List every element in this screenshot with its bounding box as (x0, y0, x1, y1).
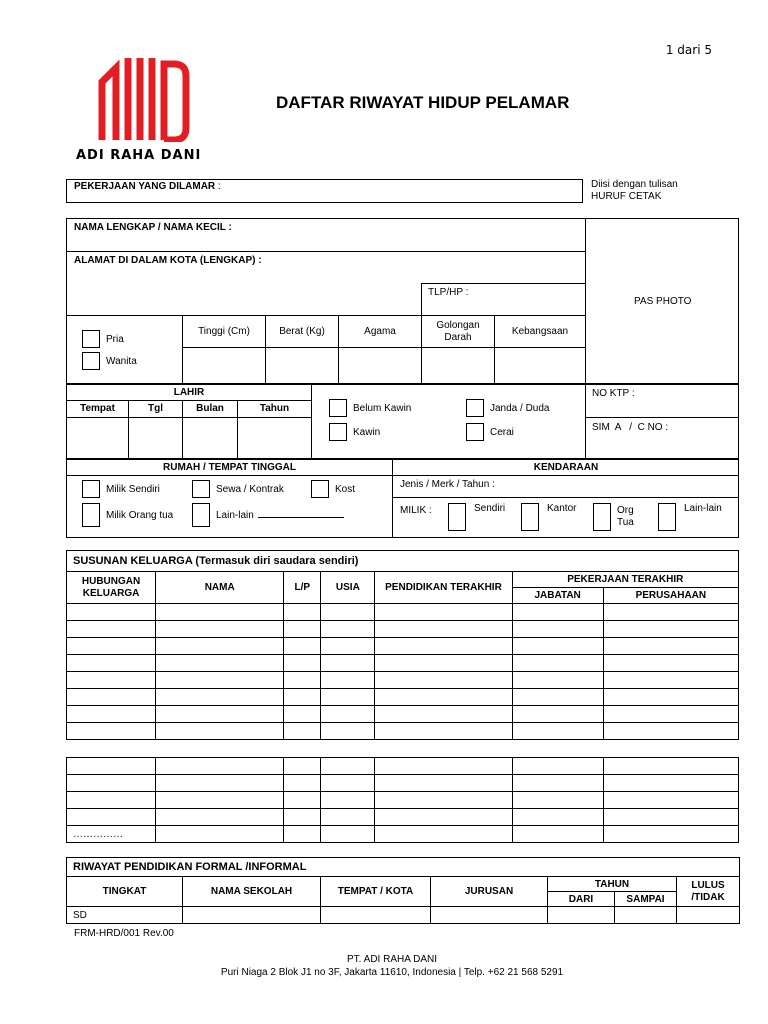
table-row (67, 655, 739, 672)
footer-address: Puri Niaga 2 Blok J1 no 3F, Jakarta 11610, Indonesia | Telp. +62 21 568 5291 (220, 967, 564, 978)
vehicle-self-option[interactable]: Sendiri (448, 503, 505, 531)
education-col-school: NAMA SEKOLAH (183, 877, 321, 907)
family-col-job: PEKERJAAN TERAKHIR (512, 572, 738, 588)
table-cell[interactable] (321, 655, 375, 672)
nationality-input[interactable] (495, 348, 585, 383)
table-cell[interactable] (512, 689, 603, 706)
birth-year-header: Tahun (259, 403, 290, 414)
table-cell[interactable] (603, 689, 738, 706)
table-row (67, 621, 739, 638)
job-applied-field[interactable]: PEKERJAAN YANG DILAMAR : (66, 179, 583, 203)
marital-married-checkbox[interactable] (329, 423, 347, 441)
blood-type-header: Golongan Darah (436, 320, 480, 343)
table-cell[interactable] (603, 655, 738, 672)
education-col-from: DARI (548, 892, 615, 907)
table-cell[interactable] (156, 723, 284, 740)
full-name-label: NAMA LENGKAP / NAMA KECIL : (74, 222, 232, 233)
table-cell[interactable] (512, 638, 603, 655)
residence-other-option[interactable]: Lain-lain (192, 503, 254, 527)
table-cell[interactable] (284, 809, 321, 826)
table-cell[interactable] (512, 775, 603, 792)
table-cell[interactable] (67, 604, 156, 621)
table-cell[interactable] (512, 758, 603, 775)
religion-header: Agama (364, 326, 396, 337)
height-header: Tinggi (Cm) (198, 326, 250, 337)
table-cell[interactable] (284, 723, 321, 740)
table-cell[interactable] (375, 638, 512, 655)
education-col-pass: LULUS /TIDAK (677, 877, 740, 907)
photo-area (586, 219, 738, 383)
table-row (67, 604, 739, 621)
residence-header: RUMAH / TEMPAT TINGGAL (163, 462, 296, 473)
table-cell[interactable] (512, 604, 603, 621)
table-cell[interactable] (512, 672, 603, 689)
table-cell[interactable] (156, 638, 284, 655)
family-col-education: PENDIDIKAN TERAKHIR (375, 572, 512, 604)
family-col-company: PERUSAHAAN (603, 588, 738, 604)
residence-other-checkbox[interactable] (192, 503, 210, 527)
table-cell[interactable] (284, 621, 321, 638)
table-cell[interactable] (67, 621, 156, 638)
birth-year-input[interactable] (238, 418, 311, 458)
table-cell[interactable] (156, 604, 284, 621)
table-cell[interactable] (375, 621, 512, 638)
table-cell[interactable] (284, 604, 321, 621)
table-cell[interactable] (512, 655, 603, 672)
footer-company: PT. ADI RAHA DANI (346, 954, 438, 965)
weight-input[interactable] (266, 348, 338, 383)
table-cell[interactable] (603, 792, 738, 809)
family-dots: …………… (67, 826, 156, 843)
job-applied-label: PEKERJAAN YANG DILAMAR (74, 181, 216, 192)
form-code: FRM-HRD/001 Rev.00 (74, 928, 174, 939)
marital-married-option[interactable]: Kawin (329, 423, 380, 441)
marital-single-checkbox[interactable] (329, 399, 347, 417)
gender-male-option[interactable]: Pria (82, 330, 124, 348)
table-row (67, 775, 739, 792)
height-input[interactable] (183, 348, 265, 383)
table-row (67, 638, 739, 655)
table-cell[interactable] (603, 758, 738, 775)
table-cell[interactable] (603, 775, 738, 792)
table-cell[interactable] (375, 723, 512, 740)
residence-own-option[interactable]: Milik Sendiri (82, 480, 160, 498)
table-cell[interactable] (284, 655, 321, 672)
table-cell[interactable] (375, 672, 512, 689)
marital-widowed-option[interactable]: Janda / Duda (466, 399, 550, 417)
table-row (67, 706, 739, 723)
table-cell[interactable] (375, 792, 512, 809)
table-cell[interactable] (375, 758, 512, 775)
table-cell[interactable] (321, 689, 375, 706)
birth-day-header: Tgl (148, 403, 163, 414)
table-row (67, 907, 740, 924)
residence-kost-option[interactable]: Kost (311, 480, 355, 498)
residence-own-checkbox[interactable] (82, 480, 100, 498)
table-cell[interactable] (284, 775, 321, 792)
table-cell[interactable] (321, 604, 375, 621)
vehicle-owner-label: MILIK : (400, 505, 432, 516)
table-cell[interactable] (284, 638, 321, 655)
vehicle-self-checkbox[interactable] (448, 503, 466, 531)
residence-kost-checkbox[interactable] (311, 480, 329, 498)
table-cell[interactable] (156, 621, 284, 638)
residence-parents-option[interactable]: Milik Orang tua (82, 503, 173, 527)
table-cell[interactable] (284, 689, 321, 706)
family-col-age: USIA (321, 572, 375, 604)
table-cell[interactable] (321, 758, 375, 775)
table-cell[interactable] (67, 655, 156, 672)
vehicle-parent-checkbox[interactable] (593, 503, 611, 531)
print-note-line2: HURUF CETAK (591, 191, 662, 202)
table-cell[interactable] (375, 604, 512, 621)
table-cell[interactable] (603, 638, 738, 655)
table-cell[interactable] (284, 758, 321, 775)
photo-label: PAS PHOTO (634, 296, 692, 307)
table-cell[interactable] (156, 706, 284, 723)
table-cell[interactable] (375, 655, 512, 672)
table-cell[interactable] (321, 638, 375, 655)
vehicle-parent-option[interactable]: Org Tua (593, 503, 611, 531)
table-cell[interactable] (512, 723, 603, 740)
full-name-input[interactable] (300, 220, 580, 248)
table-cell[interactable] (284, 672, 321, 689)
table-row (67, 758, 739, 775)
vehicle-other-option[interactable]: Lain-lain (658, 503, 722, 531)
table-cell[interactable] (156, 689, 284, 706)
vehicle-type-input[interactable] (496, 477, 736, 495)
table-cell[interactable] (603, 706, 738, 723)
education-col-to: SAMPAI (615, 892, 677, 907)
vehicle-office-checkbox[interactable] (521, 503, 539, 531)
table-cell[interactable] (67, 672, 156, 689)
vehicle-other-checkbox[interactable] (658, 503, 676, 531)
family-col-relation: HUBUNGAN KELUARGA (67, 572, 156, 604)
table-cell[interactable] (603, 621, 738, 638)
marital-divorced-checkbox[interactable] (466, 423, 484, 441)
marital-widowed-checkbox[interactable] (466, 399, 484, 417)
education-table (66, 857, 740, 924)
blood-type-input[interactable] (422, 348, 494, 383)
table-row (67, 792, 739, 809)
table-cell[interactable] (321, 809, 375, 826)
table-cell[interactable] (156, 792, 284, 809)
vehicle-office-option[interactable]: Kantor (521, 503, 576, 531)
education-title: RIWAYAT PENDIDIKAN FORMAL /INFORMAL (67, 858, 740, 877)
table-cell[interactable] (512, 621, 603, 638)
education-col-year: TAHUN (548, 877, 677, 892)
table-cell[interactable] (321, 706, 375, 723)
table-cell[interactable] (321, 792, 375, 809)
table-cell[interactable] (67, 792, 156, 809)
sim-label: SIM A / C NO : (592, 422, 669, 433)
company-logo (96, 56, 192, 142)
education-col-place: TEMPAT / KOTA (321, 877, 431, 907)
logo-mark-icon (96, 56, 192, 142)
family-col-name: NAMA (156, 572, 284, 604)
table-cell[interactable] (321, 621, 375, 638)
table-cell[interactable] (67, 758, 156, 775)
ktp-label: NO KTP : (592, 388, 635, 399)
table-cell[interactable] (603, 604, 738, 621)
table-cell[interactable] (512, 706, 603, 723)
logo-text: ADI RAHA DANI (76, 148, 202, 163)
family-col-position: JABATAN (512, 588, 603, 604)
table-row (67, 689, 739, 706)
table-cell[interactable] (375, 809, 512, 826)
table-cell[interactable] (512, 792, 603, 809)
ktp-input[interactable] (636, 386, 736, 414)
vehicle-header: KENDARAAN (533, 462, 599, 473)
education-col-level: TINGKAT (67, 877, 183, 907)
table-cell[interactable] (67, 809, 156, 826)
table-row (67, 672, 739, 689)
table-cell[interactable] (67, 638, 156, 655)
table-cell[interactable] (321, 672, 375, 689)
family-table (66, 550, 739, 740)
table-cell[interactable] (512, 809, 603, 826)
table-cell[interactable] (67, 706, 156, 723)
table-cell[interactable] (284, 706, 321, 723)
gender-female-option[interactable]: Wanita (82, 352, 137, 370)
family-title: SUSUNAN KELUARGA (Termasuk diri saudara sendiri) (67, 551, 739, 572)
address-label: ALAMAT DI DALAM KOTA (LENGKAP) : (74, 255, 262, 266)
nationality-header: Kebangsaan (511, 326, 569, 337)
table-cell[interactable] (375, 775, 512, 792)
table-cell[interactable] (603, 809, 738, 826)
table-row (67, 723, 739, 740)
table-cell[interactable] (156, 775, 284, 792)
table-cell[interactable] (375, 689, 512, 706)
table-row (67, 809, 739, 826)
address-input[interactable] (74, 270, 414, 310)
table-cell[interactable] (156, 655, 284, 672)
phone-label: TLP/HP : (428, 287, 469, 298)
print-note-line1: Diisi dengan tulisan (591, 179, 678, 190)
religion-input[interactable] (339, 348, 421, 383)
table-cell[interactable] (321, 723, 375, 740)
birth-month-input[interactable] (183, 418, 237, 458)
residence-rent-option[interactable]: Sewa / Kontrak (192, 480, 284, 498)
table-cell[interactable] (156, 809, 284, 826)
page-title: DAFTAR RIWAYAT HIDUP PELAMAR (276, 93, 570, 112)
table-row (67, 826, 739, 843)
birth-day-input[interactable] (129, 418, 182, 458)
residence-rent-checkbox[interactable] (192, 480, 210, 498)
page-counter: 1 dari 5 (665, 43, 712, 57)
birth-header: LAHIR (173, 387, 205, 398)
education-col-major: JURUSAN (431, 877, 548, 907)
residence-parents-checkbox[interactable] (82, 503, 100, 527)
marital-single-option[interactable]: Belum Kawin (329, 399, 411, 417)
education-row-sd: SD (67, 907, 183, 924)
table-cell[interactable] (156, 758, 284, 775)
family-col-sex: L/P (284, 572, 321, 604)
vehicle-type-label: Jenis / Merk / Tahun : (400, 479, 495, 490)
table-cell[interactable] (284, 792, 321, 809)
birth-place-input[interactable] (67, 418, 128, 458)
weight-header: Berat (Kg) (279, 326, 325, 337)
table-cell[interactable] (321, 775, 375, 792)
table-cell[interactable] (67, 723, 156, 740)
birth-month-header: Bulan (196, 403, 224, 414)
family-table-continued (66, 757, 739, 843)
gender-male-checkbox[interactable] (82, 330, 100, 348)
gender-female-checkbox[interactable] (82, 352, 100, 370)
table-cell[interactable] (375, 706, 512, 723)
table-cell[interactable] (156, 672, 284, 689)
table-cell[interactable] (603, 723, 738, 740)
sim-input[interactable] (668, 420, 736, 456)
table-cell[interactable] (67, 775, 156, 792)
table-cell[interactable] (603, 672, 738, 689)
table-cell[interactable] (67, 689, 156, 706)
birth-place-header: Tempat (80, 403, 115, 414)
residence-other-input[interactable] (258, 517, 344, 518)
marital-divorced-option[interactable]: Cerai (466, 423, 514, 441)
